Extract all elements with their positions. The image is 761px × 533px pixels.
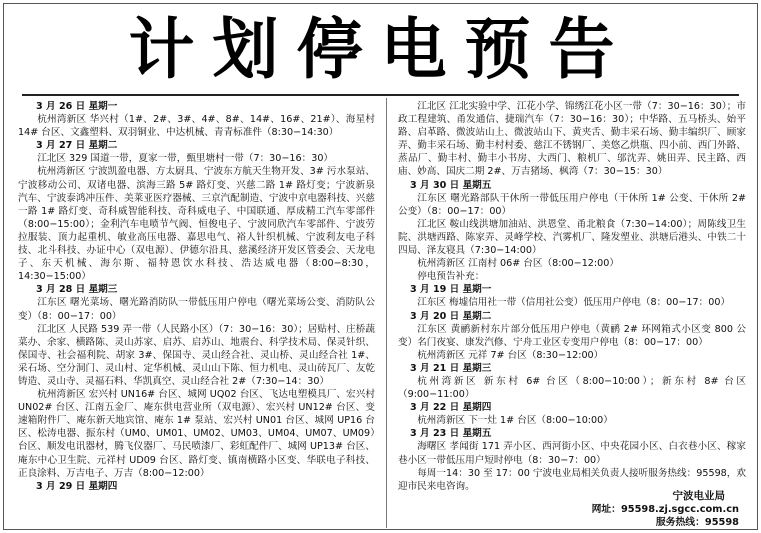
- outage-entry: 江东区 黄鹂新村东片部分低压用户停电（黄鹂 2# 环网箱式小区变 800 公变）名门夜宴、康发汽修、宁舟工业区专变用户停电（8：00−17：00）: [398, 323, 746, 348]
- date-heading: 3 月 26 日 星期一: [36, 101, 118, 112]
- date-heading: 3 月 27 日 星期二: [36, 140, 118, 152]
- notice-frame: [3, 3, 758, 530]
- footer-website: 网址：95598.zj.sgcc.com.cn: [591, 504, 739, 516]
- outage-entry: 杭州湾新区 宁波凯盈电器、方太厨具、宁波东方航天生物开发、3# 污水泵站、宁波移动公司、双诸电器、滨海三路 5# 路灯变、兴慈二路 1# 路灯变；宁波新泉汽车、宁波泰鸿冲压件、美莱亚医疗器械、三京汽配制造、宁波中京电器科技、兴慈一路 1# 路灯变、奇科威智能科技、奇科威电子、中国联通、厚成精工汽车零部件（8:00−15:00）；金利汽车电喷节气阀、恒俊电子、宁波同欣汽车零部件、宁波劳拉服装、顶力起重机、敏业高压电器、嘉思电气、裕人针织机械、宁波利友电子科技、北斗科技、办证中心（双电源）、伊德尔沿具、慈溪经济开发区管委会、天龙电子、东天机械、海尔斯、福特恩饮水科技、浩达威电器（8:00−8:30，14:30−15:00）: [18, 166, 375, 283]
- outage-entry: 江东区 曙光路部队干休所一带低压用户停电（干休所 1# 公变、干休所 2# 公变）（8：00−17：00）: [398, 192, 746, 217]
- column-divider: [386, 98, 387, 528]
- date-heading: 3 月 23 日 星期五: [410, 428, 492, 440]
- right-column: [398, 100, 746, 493]
- outage-entry: 江东区 梅墟信用社一带（信用社公变）低压用户停电（8：00−17：00）: [417, 297, 731, 309]
- date-heading: 3 月 28 日 星期三: [36, 284, 118, 296]
- left-column: [18, 100, 375, 493]
- title-divider: [22, 94, 739, 96]
- date-heading: 3 月 19 日 星期一: [410, 284, 492, 296]
- footer-organization: 宁波电业局: [672, 490, 725, 502]
- outage-entry: 杭州湾新区 下一灶 1# 台区（8:00−10:00）: [417, 415, 613, 427]
- outage-entry: 杭州湾新区 宏兴村 UN16# 台区、城网 UQ02 台区、飞达电塑模具厂、宏兴村 UN02# 台区、江南五金厂、庵东供电营业所（双电源）、宏兴村 UN12# 台区、变速箱附件厂、庵东新天地宾馆、庵东 1# 泵站、宏兴村 UN01 台区、城网 UP16 台区、松涛电器、振东村（UM0、UM01、UM02、UM03、UM04、UM07、UM09）台区、顺发电讯器材，腾飞仪器厂、马民喷漆厂、彩虹配件厂、城网 UP13# 台区、庵东中心卫生院、元祥村 UD09 台区、路灯变、镇南横路小区变、华联电子科技、正良涂料、万吉电子、万吉（8:00−12:00）: [18, 389, 375, 479]
- date-heading: 3 月 29 日 星期四: [36, 480, 118, 492]
- date-heading: 3 月 22 日 星期四: [410, 402, 492, 414]
- outage-entry: 海曙区 孝闻街 171 弄小区、西河街小区、中央花园小区、白衣巷小区、稼家巷小区一带低压用户短时停电（8：30−7：00）: [398, 441, 746, 466]
- outage-entry: 江北区 人民路 539 弄一带（人民路小区）（7：30−16：30）；居贴村、庄桥蔬菜办、余家、横路陈、灵山苏家、启苏、启苏山、地震台、科学技术局、保灵针织、保国寺、社会福利院、胡家 3#、保国寺、灵山经合社、灵山桥、灵山经合社 1#、采石场、空分洞门、灵山村、定华机械、灵山山下陈、恒力机电、灵山砖瓦厂、友乾铸造、灵山寺、灵福石料、华凯真空、灵山经合社 2#（7:30−14：30）: [18, 323, 375, 387]
- outage-entry: 停电预告补充：: [417, 271, 485, 283]
- outage-entry: 杭州湾新区 华兴村（1#、2#、3#、4#、8#、14#、16#、21#）、海星村 14# 台区、文鑫塑料、双羽铜业、中达机械、青青标准件（8:30−14:30）: [18, 114, 375, 139]
- footer: [592, 490, 739, 530]
- outage-entry: 杭州湾新区 江南村 06# 台区（8:00−12:00）: [417, 258, 619, 270]
- outage-entry: 江东区 曙光菜场、曙光路消防队一带低压用户停电（曙光菜场公变、消防队公变）（8：00−17：00）: [18, 297, 375, 322]
- date-heading: 3 月 30 日 星期五: [410, 179, 492, 191]
- outage-entry: 江北区 鞍山线洪塘加油站、洪恩堂、甬北粮食（7:30−14:00）；周陈线卫生院、洪塘西路、陈家弄、灵峰学校、汽雾机厂、隆发塑业、洪塘后港头、中铁二十四局、泽友寝具（7:30−14:00）: [398, 218, 746, 257]
- outage-entry: 江北区 江北实验中学、江花小学、锦绣江花小区一带（7：30−16：30）；市政工程建筑、甬发通信、捷瑞汽车（7：30−16：30）；中华路、五马桥头、始平路、启革路、微波站山上、微波站山下、黄夹舌、勤丰采石场、勤丰编织厂、顾家弄、勤丰采石场、勤丰村村委、慈江不锈钢厂、美悠乙烘瓶、四小前、西门外路、蒸品厂、勤丰村、勤丰小书房、大西门、粮机厂、邬沈弄、姚田弄、民主路、西庙、妙高、国庆二期 2#、万吉猪场、枫湾（7：30−15：30）: [398, 101, 746, 178]
- outage-entry: 杭州湾新区 元祥 7# 台区（8:30−12:00）: [417, 349, 604, 361]
- page-title: 计划停电预告: [128, 10, 633, 88]
- outage-entry: 江北区 329 国道一带，夏家一带，甄里塘村一带（7：30−16：30）: [37, 153, 334, 165]
- outage-entry: 杭州湾新区 新东村 6# 台区（8:00−10:00）；新东村 8# 台区（9:00−11:00）: [398, 375, 746, 401]
- date-heading: 3 月 21 日 星期三: [410, 362, 492, 374]
- date-heading: 3 月 20 日 星期二: [410, 310, 492, 322]
- outage-entry: 每周一14：30 至 17：00 宁波电业局相关负责人接听服务热线：95598，欢迎市民来电咨询。: [398, 467, 746, 492]
- footer-hotline: 服务热线：95598: [655, 517, 739, 529]
